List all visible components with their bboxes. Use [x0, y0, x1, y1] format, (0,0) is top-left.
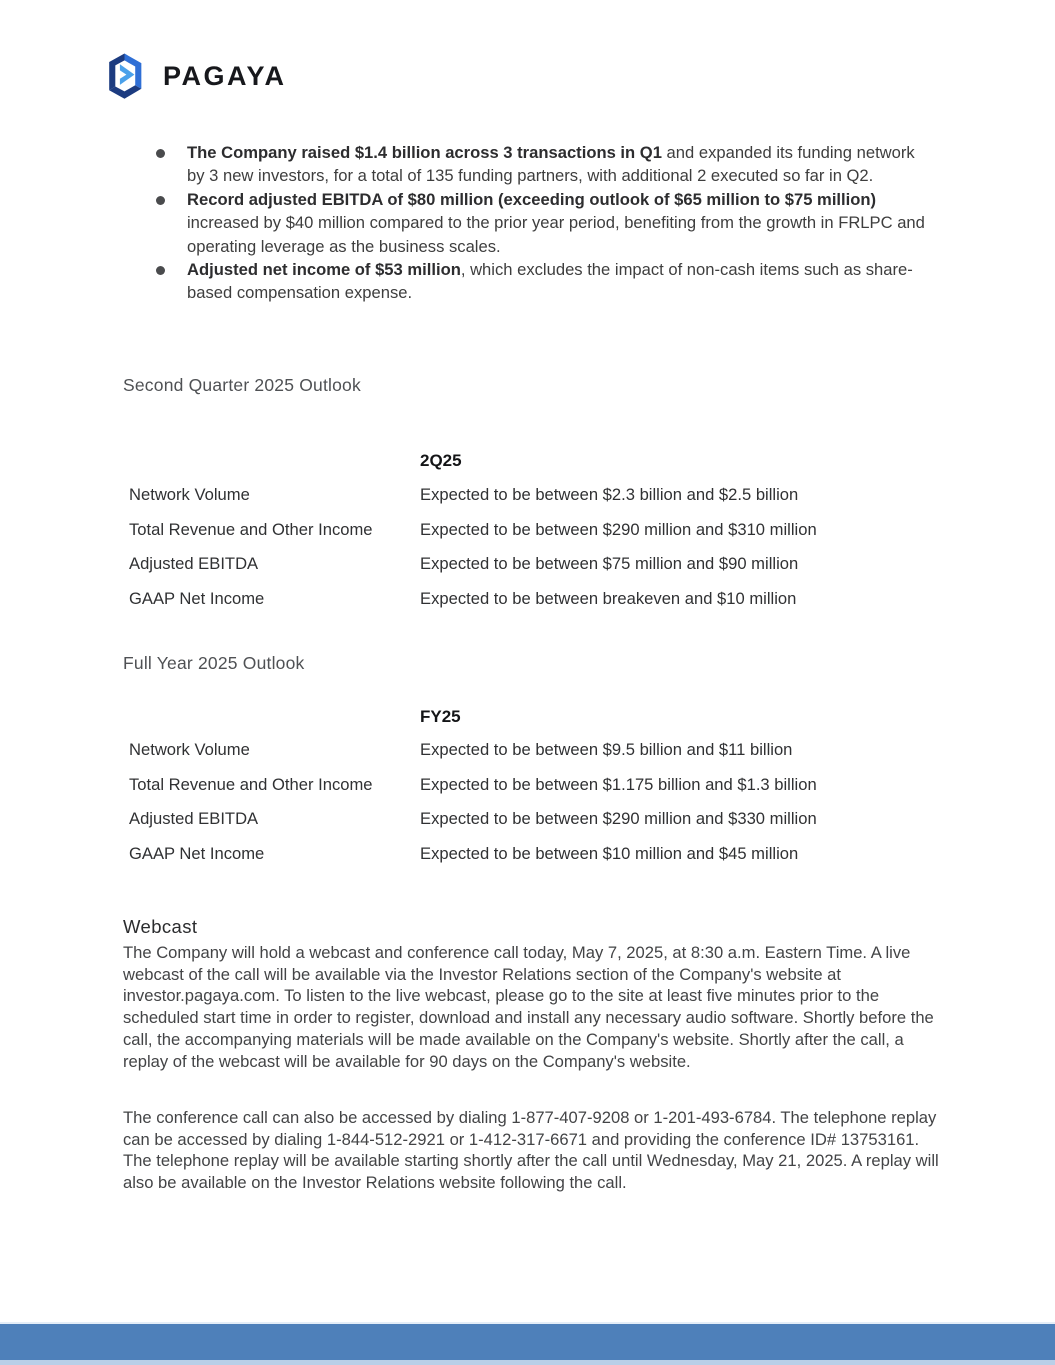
row-value: Expected to be between $1.175 billion and $1.3 billion: [420, 774, 817, 794]
table-row: [129, 740, 939, 775]
row-value: Expected to be between $290 million and $330 million: [420, 809, 817, 829]
fy-column-header: FY25: [420, 707, 461, 726]
footer-accent-bar: [0, 1324, 1055, 1360]
list-item: [187, 188, 935, 258]
bullet-dot-icon: [156, 149, 165, 158]
list-item: [187, 141, 935, 188]
bullet-bold-text: The Company raised $1.4 billion across 3 transactions in Q1: [187, 143, 662, 162]
bullet-bold-text: Adjusted net income of $53 million: [187, 260, 461, 280]
row-label: Network Volume: [129, 485, 250, 504]
q2-column-header: 2Q25: [420, 451, 462, 470]
q2-outlook-table: [129, 451, 939, 623]
table-row: [129, 844, 939, 879]
row-value: Expected to be between $2.3 billion and $2.5 billion: [420, 485, 799, 504]
bullet-dot-icon: [156, 196, 165, 205]
row-label: GAAP Net Income: [129, 588, 265, 608]
highlights-list: [187, 141, 935, 305]
bullet-text: , which excludes the impact of non-cash items such as share-based compensation expense.: [187, 260, 913, 303]
row-value: Expected to be between $9.5 billion and $11 billion: [420, 740, 793, 759]
bullet-text: increased by $40 million compared to the prior year period, benefiting from the growth in FRLPC and operating leverage as the business scales.: [187, 213, 925, 256]
table-row: [129, 520, 939, 555]
q2-outlook-heading: Second Quarter 2025 Outlook: [123, 375, 361, 395]
row-label: Adjusted EBITDA: [129, 554, 259, 574]
row-label: Total Revenue and Other Income: [129, 519, 373, 539]
list-item: [187, 258, 935, 305]
row-value: Expected to be between $10 million and $45 million: [420, 843, 799, 863]
webcast-paragraph-1: The Company will hold a webcast and conference call today, May 7, 2025, at 8:30 a.m. Eastern Time. A live webcast of the call will be available via the Investor Relations section of the Company's website at investor.pagaya.com. To listen to the live webcast, please go to the site at least five minutes prior to the scheduled start time in order to register, download and install any necessary audio software. Shortly before the call, the accompanying materials will be made available on the Company's website. Shortly after the call, a replay of the webcast will be available for 90 days on the Company's website.: [123, 943, 934, 1071]
table-row: [129, 809, 939, 844]
row-value: Expected to be between breakeven and $10 million: [420, 588, 797, 608]
bullet-text: and expanded its funding network by 3 new investors, for a total of 135 funding partners, with additional 2 executed so far in Q2.: [187, 143, 915, 186]
table-row: [129, 775, 939, 810]
row-value: Expected to be between $290 million and $310 million: [420, 519, 817, 539]
row-label: Adjusted EBITDA: [129, 809, 259, 829]
fy-outlook-table: [129, 707, 939, 878]
row-label: GAAP Net Income: [129, 843, 265, 863]
footer-accent-bar-light: [0, 1360, 1055, 1365]
table-row: [129, 589, 939, 624]
fy-outlook-heading: Full Year 2025 Outlook: [123, 653, 305, 673]
table-row: [129, 554, 939, 589]
bullet-bold-text: Record adjusted EBITDA of $80 million (exceeding outlook of $65 million to $75 million): [187, 189, 877, 209]
pagaya-logo: [100, 52, 287, 101]
webcast-paragraph-2: The conference call can also be accessed by dialing 1-877-407-9208 or 1-201-493-6784. The telephone replay can be accessed by dialing 1-844-512-2921 or 1-412-317-6671 and providing the conference ID# 13753161. The telephone replay will be available starting shortly after the call until Wednesday, May 21, 2025. A replay will also be available on the Investor Relations website following the call.: [123, 1108, 939, 1193]
pagaya-wordmark: PAGAYA: [163, 61, 287, 91]
bullet-dot-icon: [156, 266, 165, 275]
pagaya-logo-icon: [100, 52, 149, 101]
webcast-heading: Webcast: [123, 916, 198, 937]
row-label: Network Volume: [129, 740, 250, 759]
row-value: Expected to be between $75 million and $90 million: [420, 554, 799, 574]
table-row: [129, 485, 939, 520]
row-label: Total Revenue and Other Income: [129, 774, 373, 794]
